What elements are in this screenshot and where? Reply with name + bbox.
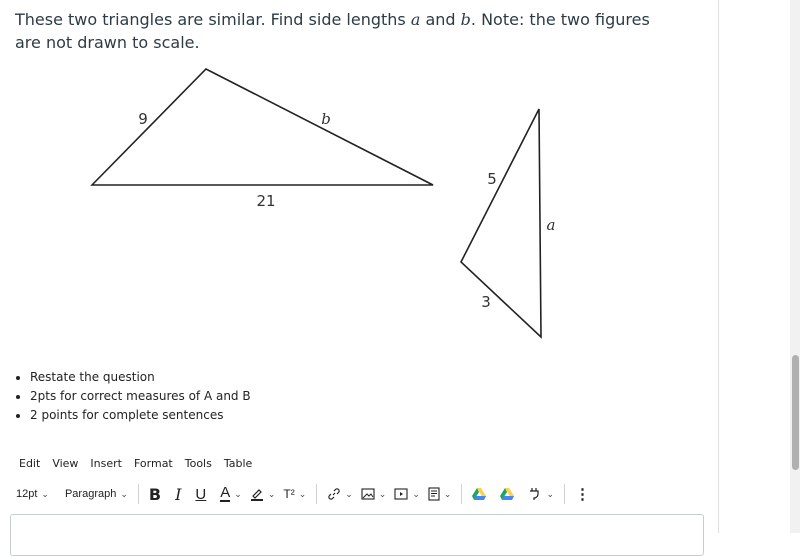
question-part-1: These two triangles are similar. Find side lengths	[15, 10, 411, 29]
media-icon	[394, 487, 408, 501]
list-item: • 2pts for correct measures of A and B	[30, 387, 251, 406]
list-item: • 2 points for complete sentences	[30, 406, 251, 425]
toolbar-divider	[316, 484, 317, 504]
document-icon	[428, 487, 440, 501]
large-triangle-bottom-label: 21	[256, 192, 276, 210]
underline-icon: U	[195, 485, 207, 503]
rich-text-editor[interactable]	[10, 514, 704, 556]
highlight-icon	[250, 487, 264, 501]
block-format-select[interactable]	[61, 482, 132, 506]
menu-table[interactable]: Table	[223, 457, 253, 470]
image-icon	[361, 487, 375, 501]
toolbar-divider	[138, 484, 139, 504]
variable-a: a	[410, 10, 421, 29]
large-triangle-left-label: 9	[138, 110, 148, 128]
bold-button[interactable]	[145, 482, 165, 506]
superscript-icon: T²	[283, 487, 295, 501]
question-part-2: and	[420, 10, 461, 29]
italic-button[interactable]	[171, 482, 185, 506]
menu-tools[interactable]: Tools	[184, 457, 212, 470]
chevron-down-icon: ⌄	[378, 488, 387, 499]
plugin-button[interactable]	[524, 482, 558, 506]
text-color-button[interactable]	[216, 482, 246, 506]
chevron-down-icon: ⌄	[443, 488, 452, 499]
chevron-down-icon: ⌄	[546, 488, 554, 499]
chevron-down-icon: ⌄	[345, 488, 353, 499]
link-icon	[327, 487, 341, 501]
font-size-select[interactable]	[12, 482, 53, 506]
google-drive-alt-button[interactable]	[496, 482, 518, 506]
small-triangle-bottom-label: 3	[481, 293, 491, 311]
font-size-value: 12pt	[16, 488, 38, 500]
list-item: • Restate the question	[30, 368, 251, 387]
chevron-down-icon: ⌄	[120, 488, 128, 499]
small-triangle-right-label: a	[546, 216, 556, 234]
rubric-list	[12, 368, 251, 425]
large-triangle-right-label: b	[321, 110, 331, 128]
plugin-icon	[528, 487, 542, 501]
editor-toolbar	[12, 482, 672, 506]
text-color-icon: A	[220, 484, 231, 501]
underline-button[interactable]	[191, 482, 210, 506]
variable-b: b	[460, 10, 471, 29]
chevron-down-icon: ⌄	[41, 488, 49, 499]
question-part-3: . Note: the two figures are not drawn to scale.	[15, 10, 650, 52]
toolbar-divider	[461, 484, 462, 504]
block-format-value: Paragraph	[64, 488, 117, 500]
chevron-down-icon: ⌄	[298, 488, 307, 499]
menu-format[interactable]: Format	[133, 457, 173, 470]
google-drive-icon	[472, 488, 486, 500]
more-options-button[interactable]	[571, 482, 594, 506]
editor-menubar	[19, 457, 252, 470]
italic-icon: I	[175, 484, 182, 504]
chevron-down-icon: ⌄	[412, 488, 420, 499]
media-button[interactable]	[390, 482, 424, 506]
toolbar-divider	[564, 484, 565, 504]
superscript-button[interactable]	[279, 482, 310, 506]
chevron-down-icon: ⌄	[267, 488, 276, 499]
scrollbar-thumb[interactable]	[792, 355, 799, 470]
highlight-button[interactable]	[246, 482, 280, 506]
menu-edit[interactable]: Edit	[19, 457, 41, 470]
bold-icon: B	[148, 484, 162, 504]
document-button[interactable]	[424, 482, 456, 506]
google-drive-button[interactable]	[468, 482, 490, 506]
link-button[interactable]	[323, 482, 357, 506]
menu-view[interactable]: View	[52, 457, 79, 470]
small-triangle	[461, 109, 541, 337]
menu-insert[interactable]: Insert	[90, 457, 122, 470]
more-vertical-icon: ⋮	[574, 486, 590, 503]
image-button[interactable]	[357, 482, 391, 506]
google-drive-alt-icon	[500, 488, 514, 500]
right-pane	[718, 0, 800, 533]
small-triangle-top-label: 5	[487, 170, 497, 188]
chevron-down-icon: ⌄	[234, 488, 242, 499]
